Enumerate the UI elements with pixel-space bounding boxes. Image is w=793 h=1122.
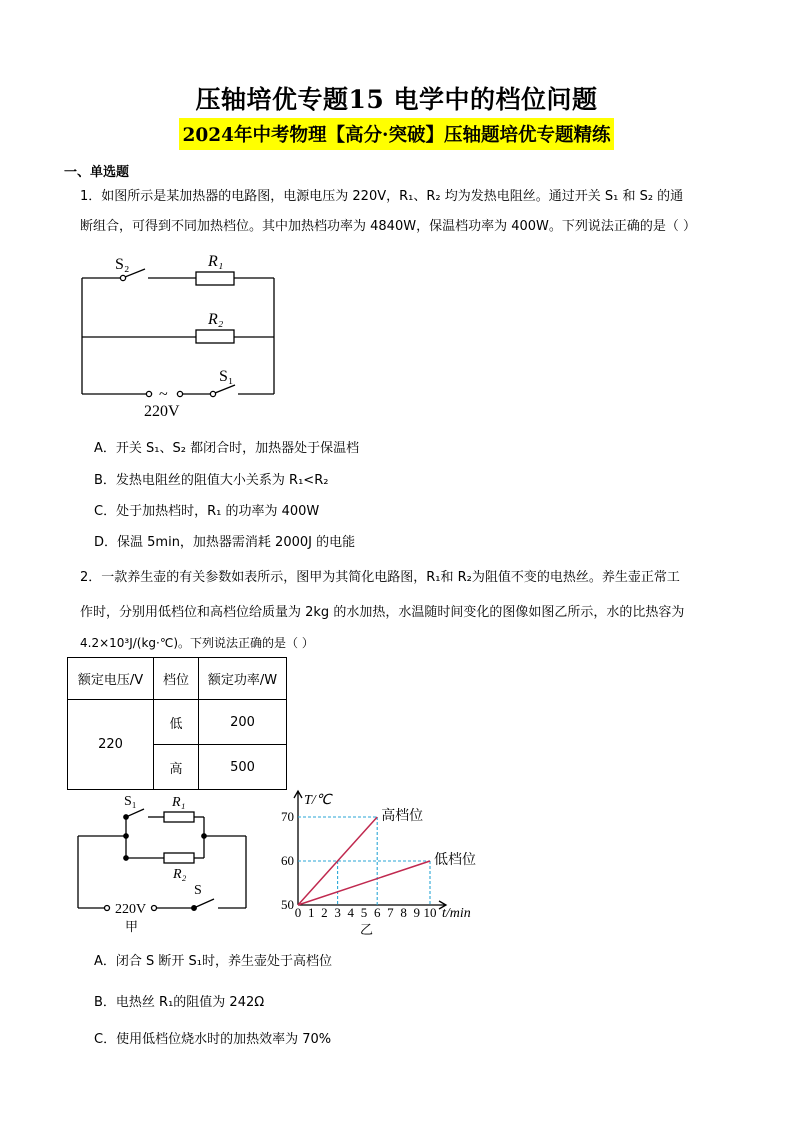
x-tick-label: 9	[413, 905, 421, 920]
q2-r2-label: R₂	[173, 867, 187, 882]
x-tick-label: 6	[373, 905, 381, 920]
q2-voltage-label: 220V	[115, 902, 147, 917]
y-axis-title: T/℃	[304, 793, 332, 808]
subtitle-wrap	[0, 118, 793, 150]
table-cell-gear-high: 高	[154, 745, 199, 790]
q1-option-a: A．开关 S₁、S₂ 都闭合时，加热器处于保温档	[94, 441, 360, 456]
q1-option-c: C．处于加热档时，R₁ 的功率为 400W	[94, 504, 320, 519]
q2-s1-label: S₁	[124, 794, 137, 809]
q2-line2: 作时，分别用低档位和高档位给质量为 2kg 的水加热，水温随时间变化的图像如图乙所示，水的比热容为	[80, 605, 685, 620]
table-cell-power-low: 200	[199, 700, 287, 745]
q2-line1: 2．一款养生壶的有关参数如表所示，图甲为其简化电路图，R₁和 R₂为阻值不变的电热丝。养生壶正常工	[80, 570, 680, 585]
table-cell-gear-low: 低	[154, 700, 199, 745]
q1-r2-label: R₂	[208, 311, 224, 328]
x-tick-label: 2	[321, 905, 328, 920]
section-heading: 一、单选题	[64, 165, 130, 180]
table-cell-power-high: 500	[199, 745, 287, 790]
table-header-power: 额定功率/W	[199, 658, 287, 700]
page-title: 压轴培优专题15 电学中的档位问题	[195, 85, 598, 114]
q1-s2-label: S₂	[115, 256, 130, 273]
q1-line1: 1．如图所示是某加热器的电路图，电源电压为 220V，R₁、R₂ 均为发热电阻丝。通过开关 S₁ 和 S₂ 的通	[80, 189, 684, 204]
q2-circuit-caption: 甲	[125, 919, 139, 934]
q2-option-c: C．使用低档位烧水时的加热效率为 70%	[94, 1032, 332, 1047]
y-tick-label: 60	[281, 853, 294, 868]
q2-option-a: A．闭合 S 断开 S₁时，养生壶处于高档位	[94, 954, 333, 969]
page-subtitle: 2024年中考物理【高分·突破】压轴题培优专题精练	[179, 118, 615, 150]
x-tick-label: 4	[347, 905, 355, 920]
table-cell-voltage: 220	[68, 700, 154, 790]
x-tick-label: 1	[307, 905, 315, 920]
x-tick-label: 3	[334, 905, 341, 920]
q2-line3: 4.2×10³J/(kg·℃)。下列说法正确的是（ ）	[80, 636, 314, 650]
table-header-gear: 档位	[154, 658, 199, 700]
q2-s-label: S	[194, 883, 202, 898]
x-axis-title: t/min	[442, 906, 471, 921]
series-label-0: 高档位	[381, 809, 424, 824]
q1-line2: 断组合，可得到不同加热档位。其中加热档功率为 4840W，保温档功率为 400W。下列说法正确的是（ ）	[80, 219, 697, 234]
q1-option-d: D．保温 5min，加热器需消耗 2000J 的电能	[94, 535, 356, 550]
x-tick-label: 10	[423, 905, 437, 920]
q1-s1-label: S₁	[219, 368, 234, 385]
x-tick-label: 5	[360, 905, 368, 920]
q1-voltage-label: 220V	[144, 403, 180, 420]
q1-option-b: B．发热电阻丝的阻值大小关系为 R₁<R₂	[94, 473, 329, 488]
chart-caption: 乙	[360, 922, 374, 937]
q1-ac-symbol: ~	[159, 386, 168, 403]
y-tick-label: 70	[281, 809, 294, 824]
q2-circuit-diagram	[68, 790, 258, 940]
x-tick-label: 7	[387, 905, 394, 920]
q1-r1-label: R₁	[208, 253, 224, 270]
q2-temperature-chart	[268, 785, 490, 940]
y-tick-label: 50	[281, 897, 294, 912]
q2-spec-table	[67, 657, 287, 790]
series-label-1: 低档位	[434, 853, 476, 868]
x-tick-label: 8	[400, 905, 407, 920]
x-tick-label: 0	[294, 905, 302, 920]
q1-circuit-diagram	[70, 248, 290, 420]
q2-r1-label: R₁	[172, 795, 186, 810]
q2-option-b: B．电热丝 R₁的阻值为 242Ω	[94, 995, 265, 1010]
table-header-voltage: 额定电压/V	[68, 658, 154, 700]
